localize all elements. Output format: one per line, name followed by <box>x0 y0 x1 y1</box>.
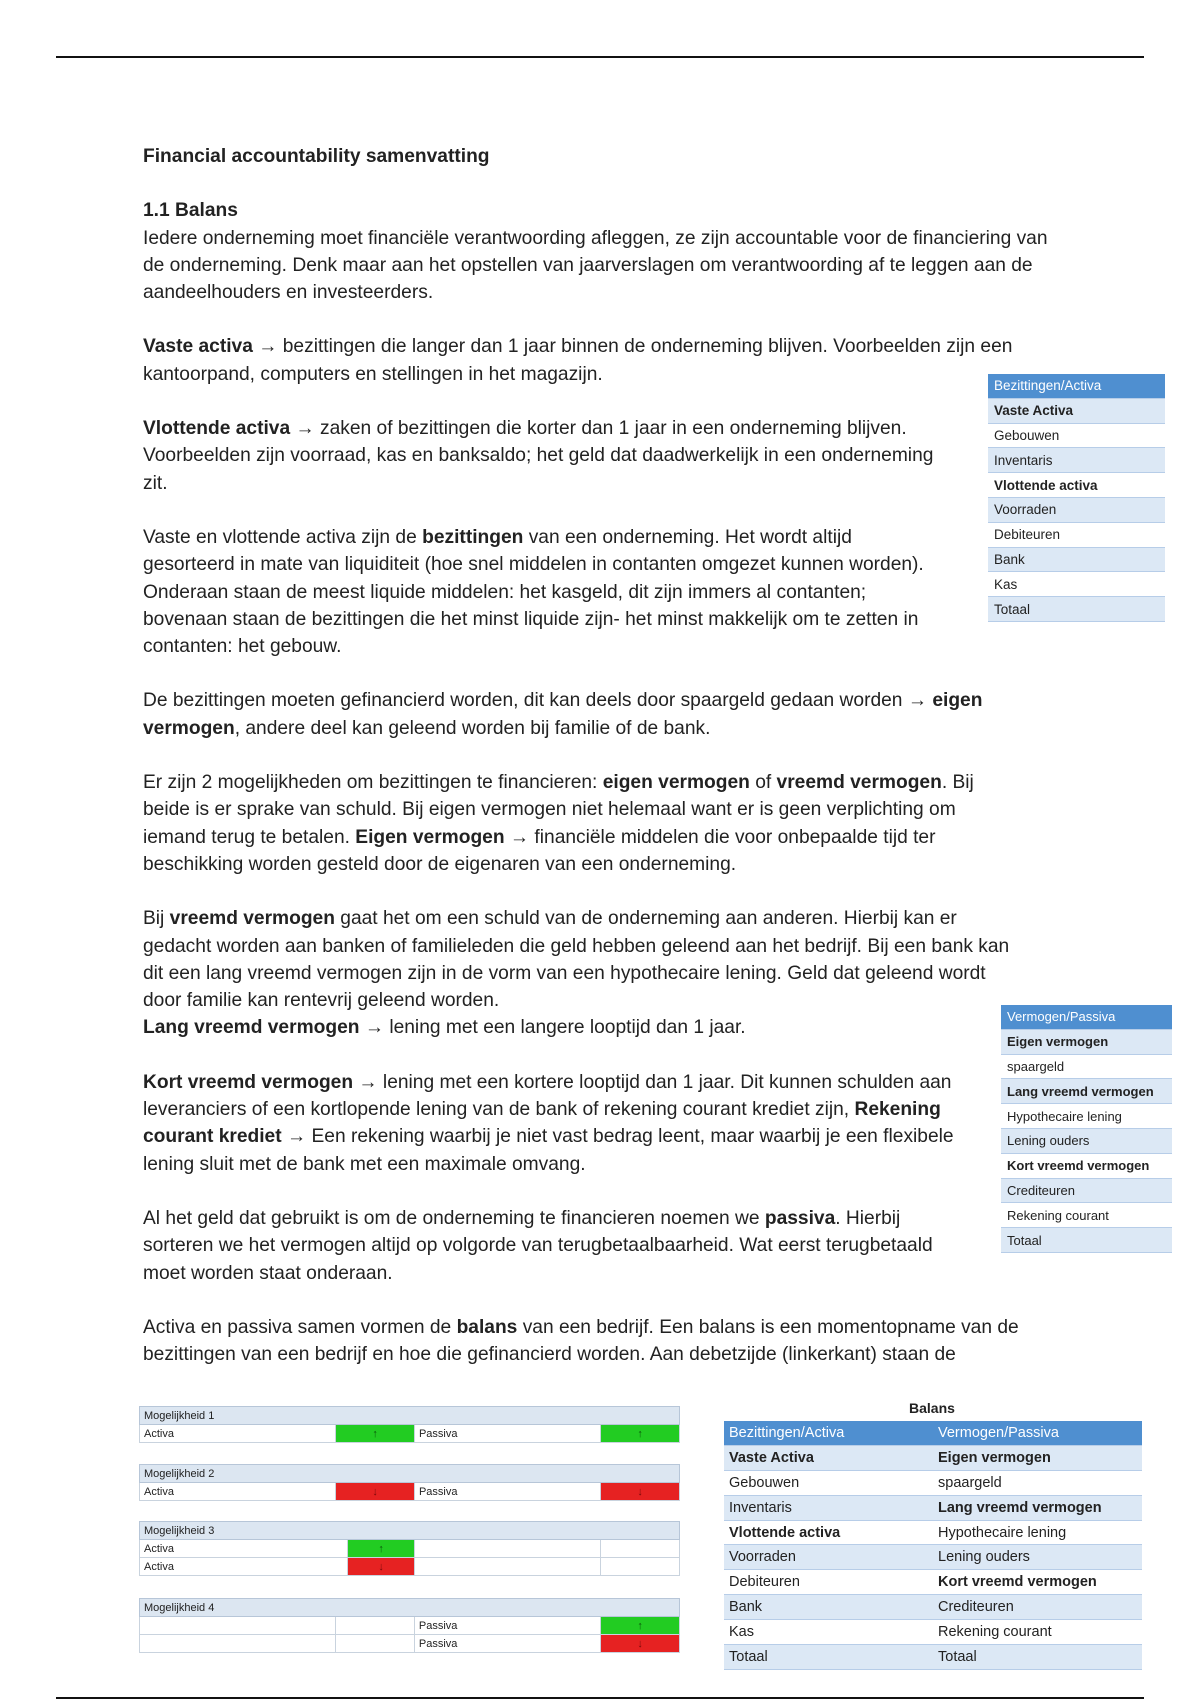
table-cell: spaargeld <box>1001 1054 1172 1079</box>
table-cell: Vermogen/Passiva <box>933 1421 1142 1445</box>
table-cell: Vaste Activa <box>724 1445 933 1470</box>
table-row <box>724 1595 1142 1620</box>
table-header-row <box>724 1421 1142 1445</box>
arrow-up-icon: ↑ <box>601 1617 680 1635</box>
table-cell: Rekening courant <box>933 1620 1142 1645</box>
table-cell: Totaal <box>1001 1228 1172 1253</box>
table-cell: Vaste Activa <box>988 398 1165 423</box>
table-row <box>140 1483 680 1501</box>
definition: zaken of bezittingen die korter dan 1 jaar in een onderneming blijven. Voorbeelden zijn voorraad, kas en banksaldo; het geld dat daadwerkelijk in een onderneming zit. <box>143 418 934 494</box>
term: balans <box>456 1316 518 1338</box>
text: Al het geld dat gebruikt is om de onderneming te financieren noemen we <box>143 1207 765 1229</box>
table-cell: Hypothecaire lening <box>1001 1104 1172 1129</box>
table-row <box>1001 1228 1172 1253</box>
table-cell: Debiteuren <box>988 522 1165 547</box>
table-row <box>988 597 1165 622</box>
mogelijkheden-paragraph <box>143 769 1023 878</box>
table-cell: Vlottende activa <box>988 473 1165 498</box>
term: bezittingen <box>422 526 524 548</box>
table-cell: Bezittingen/Activa <box>988 374 1165 398</box>
table-row <box>988 448 1165 473</box>
term: vreemd vermogen <box>776 772 942 794</box>
term: Rekening courant krediet <box>143 1099 941 1148</box>
definition: Een rekening waarbij je niet vast bedrag leent, maar waarbij je een flexibele lening sluit met de bank met een maximale omvang. <box>143 1126 954 1175</box>
table-cell: Totaal <box>933 1645 1142 1670</box>
arrow-up-icon: ↑ <box>336 1425 415 1443</box>
text: , andere deel kan geleend worden bij familie of de bank. <box>234 717 711 739</box>
financiering-paragraph <box>143 687 1043 742</box>
table-row <box>1001 1153 1172 1178</box>
table-row <box>724 1645 1142 1670</box>
table-row <box>988 497 1165 522</box>
document-body <box>143 143 1073 1368</box>
mogelijkheid-1-table <box>139 1406 680 1443</box>
table-cell: Kort vreemd vermogen <box>933 1570 1142 1595</box>
mogelijkheid-2-table <box>139 1464 680 1501</box>
text: Vaste en vlottende activa zijn de <box>143 526 423 548</box>
table-row <box>988 572 1165 597</box>
table-cell: Lang vreemd vermogen <box>933 1495 1142 1520</box>
definition: lening met een langere looptijd dan 1 jaar. <box>384 1017 746 1039</box>
table-row <box>988 398 1165 423</box>
vreemd-vermogen-paragraph <box>143 905 1023 1014</box>
term: Vlottende activa <box>143 418 291 440</box>
arrow-icon: → <box>358 1071 378 1093</box>
term: passiva <box>764 1207 836 1229</box>
table-cell: Lening ouders <box>1001 1128 1172 1153</box>
arrow-up-icon: ↑ <box>601 1425 680 1443</box>
passiva-cell: Passiva <box>414 1617 600 1635</box>
text: of <box>749 772 777 794</box>
table-cell: Bank <box>988 547 1165 572</box>
activa-cell: Activa <box>140 1425 336 1443</box>
table-row <box>1001 1029 1172 1054</box>
term: Eigen vermogen <box>355 826 505 848</box>
arrow-icon: → <box>364 1017 384 1039</box>
table-row <box>724 1445 1142 1470</box>
table-row <box>724 1620 1142 1645</box>
table-cell: Eigen vermogen <box>1001 1029 1172 1054</box>
footer-rule <box>56 1697 1144 1699</box>
table-header-row <box>1001 1005 1172 1029</box>
table-cell: Kas <box>724 1620 933 1645</box>
table-row <box>988 423 1165 448</box>
mogelijkheid-label: Mogelijkheid 1 <box>140 1407 680 1425</box>
text: van een onderneming. Het wordt altijd gesorteerd in mate van liquiditeit (hoe snel middelen in contanten omgezet kunnen worden). Onderaan staan de meest liquide middelen: het kasgeld, dit zijn immers al contanten; bovenaan staan de bezittingen die het minst liquide zijn- het minst makkelijk om te zetten in contanten: het gebouw. <box>143 526 924 658</box>
balans-title: Balans <box>909 1400 955 1416</box>
lang-vreemd-paragraph <box>143 1014 1073 1041</box>
table-cell: Voorraden <box>988 497 1165 522</box>
table-cell: spaargeld <box>933 1470 1142 1495</box>
passiva-cell: Passiva <box>414 1635 600 1653</box>
arrow-down-icon: ↓ <box>601 1483 680 1501</box>
table-cell: Vermogen/Passiva <box>1001 1005 1172 1029</box>
passiva-table <box>1001 1005 1172 1253</box>
table-cell: Hypothecaire lening <box>933 1520 1142 1545</box>
table-header-row <box>988 374 1165 398</box>
table-cell: Totaal <box>724 1645 933 1670</box>
table-row <box>140 1425 680 1443</box>
text: . Hierbij sorteren we het vermogen altijd op volgorde van terugbetaalbaarheid. Wat eerst terugbetaald moet worden staat onderaan. <box>143 1207 933 1284</box>
table-row <box>724 1570 1142 1595</box>
table-row <box>1001 1178 1172 1203</box>
arrow-down-icon: ↓ <box>336 1483 415 1501</box>
table-row <box>140 1558 680 1576</box>
section-heading: 1.1 Balans <box>143 200 238 222</box>
table-cell: Gebouwen <box>988 423 1165 448</box>
text: De bezittingen moeten gefinancierd worden, dit kan deels door spaargeld gedaan worden <box>143 690 908 712</box>
activa-table <box>988 374 1165 622</box>
passiva-cell: Passiva <box>414 1483 600 1501</box>
arrow-icon: → <box>509 826 530 848</box>
mogelijkheid-label: Mogelijkheid 4 <box>140 1599 680 1617</box>
text: financiële middelen die voor onbepaalde tijd ter beschikking worden gesteld door de eigenaren van een onderneming. <box>143 826 936 875</box>
text: gaat het om een schuld van de onderneming aan anderen. Hierbij kan er gedacht worden aan banken of familieleden die geld hebben geleend aan het bedrijf. Bij een bank kan dit een lang vreemd vermogen zijn in de vorm van een hypothecaire lening. Geld dat geleend wordt door familie kan rentevrij geleend worden. <box>143 908 1010 1012</box>
activa-cell: Activa <box>140 1483 336 1501</box>
balans-table <box>724 1421 1142 1670</box>
text: Bij <box>143 908 170 930</box>
passiva-paragraph <box>143 1205 963 1287</box>
arrow-down-icon: ↓ <box>348 1558 415 1576</box>
term: Lang vreemd vermogen <box>143 1017 360 1039</box>
kort-vreemd-paragraph <box>143 1069 983 1178</box>
table-cell: Bezittingen/Activa <box>724 1421 933 1445</box>
document-title: Financial accountability samenvatting <box>143 146 490 167</box>
vlottende-activa-paragraph <box>143 415 963 497</box>
table-cell: Lang vreemd vermogen <box>1001 1079 1172 1104</box>
table-cell: Totaal <box>988 597 1165 622</box>
bezittingen-paragraph <box>143 524 943 660</box>
table-row <box>1001 1128 1172 1153</box>
passiva-cell: Passiva <box>414 1425 600 1443</box>
header-rule <box>56 56 1144 58</box>
table-cell: Crediteuren <box>1001 1178 1172 1203</box>
table-cell: Inventaris <box>988 448 1165 473</box>
definition: lening met een kortere looptijd dan 1 jaar. Dit kunnen schulden aan leveranciers of een kortlopende lening van de bank of rekening courant krediet zijn, <box>143 1071 952 1121</box>
table-cell: Crediteuren <box>933 1595 1142 1620</box>
mogelijkheid-4-table <box>139 1598 680 1653</box>
mogelijkheid-3-table <box>139 1521 680 1576</box>
text: Er zijn 2 mogelijkheden om bezittingen te financieren: <box>143 772 603 794</box>
table-cell: Debiteuren <box>724 1570 933 1595</box>
intro-paragraph: Iedere onderneming moet financiële verantwoording afleggen, ze zijn accountable voor de financiering van de onderneming. Denk maar aan het opstellen van jaarverslagen om verantwoording af te leggen aan de aandeelhouders en investeerders. <box>143 227 1048 304</box>
balans-paragraph <box>143 1314 1063 1369</box>
table-row <box>1001 1203 1172 1228</box>
table-cell: Lening ouders <box>933 1545 1142 1570</box>
mogelijkheid-label: Mogelijkheid 3 <box>140 1522 680 1540</box>
term: Kort vreemd vermogen <box>143 1071 354 1093</box>
table-row <box>988 522 1165 547</box>
table-row <box>1001 1079 1172 1104</box>
table-cell: Voorraden <box>724 1545 933 1570</box>
table-cell: Gebouwen <box>724 1470 933 1495</box>
table-row <box>1001 1104 1172 1129</box>
text: . Bij beide is er sprake van schuld. Bij eigen vermogen niet helemaal want er is geen verplichting om iemand terug te betalen. <box>143 772 974 848</box>
table-row <box>724 1470 1142 1495</box>
table-cell: Bank <box>724 1595 933 1620</box>
arrow-up-icon: ↑ <box>348 1540 415 1558</box>
activa-cell: Activa <box>140 1558 348 1576</box>
table-cell: Kas <box>988 572 1165 597</box>
text: van een bedrijf. Een balans is een momentopname van de bezittingen van een bedrijf en hoe die gefinancierd worden. Aan debetzijde (linkerkant) staan de <box>143 1316 1019 1366</box>
table-cell: Eigen vermogen <box>933 1445 1142 1470</box>
table-cell: Kort vreemd vermogen <box>1001 1153 1172 1178</box>
definition: bezittingen die langer dan 1 jaar binnen de onderneming blijven. Voorbeelden zijn een kantoorpand, computers en stellingen in het magazijn. <box>143 336 1013 385</box>
table-cell: Vlottende activa <box>724 1520 933 1545</box>
arrow-icon: → <box>286 1126 307 1148</box>
table-row <box>140 1617 680 1635</box>
table-row <box>1001 1054 1172 1079</box>
table-row <box>140 1635 680 1653</box>
table-row <box>724 1495 1142 1520</box>
text: Activa en passiva samen vormen de <box>143 1316 457 1338</box>
arrow-down-icon: ↓ <box>601 1635 680 1653</box>
arrow-icon: → <box>295 418 315 440</box>
vaste-activa-paragraph <box>143 333 1043 388</box>
arrow-icon: → <box>258 336 278 358</box>
table-row <box>724 1520 1142 1545</box>
table-row <box>140 1540 680 1558</box>
term: Vaste activa <box>143 336 253 358</box>
activa-cell: Activa <box>140 1540 348 1558</box>
table-row <box>988 547 1165 572</box>
table-cell: Rekening courant <box>1001 1203 1172 1228</box>
mogelijkheid-label: Mogelijkheid 2 <box>140 1465 680 1483</box>
table-row <box>724 1545 1142 1570</box>
term: eigen vermogen <box>143 690 983 739</box>
table-cell: Inventaris <box>724 1495 933 1520</box>
term: eigen vermogen <box>602 772 750 794</box>
arrow-icon: → <box>907 690 927 712</box>
table-row <box>988 473 1165 498</box>
term: vreemd vermogen <box>169 908 335 930</box>
